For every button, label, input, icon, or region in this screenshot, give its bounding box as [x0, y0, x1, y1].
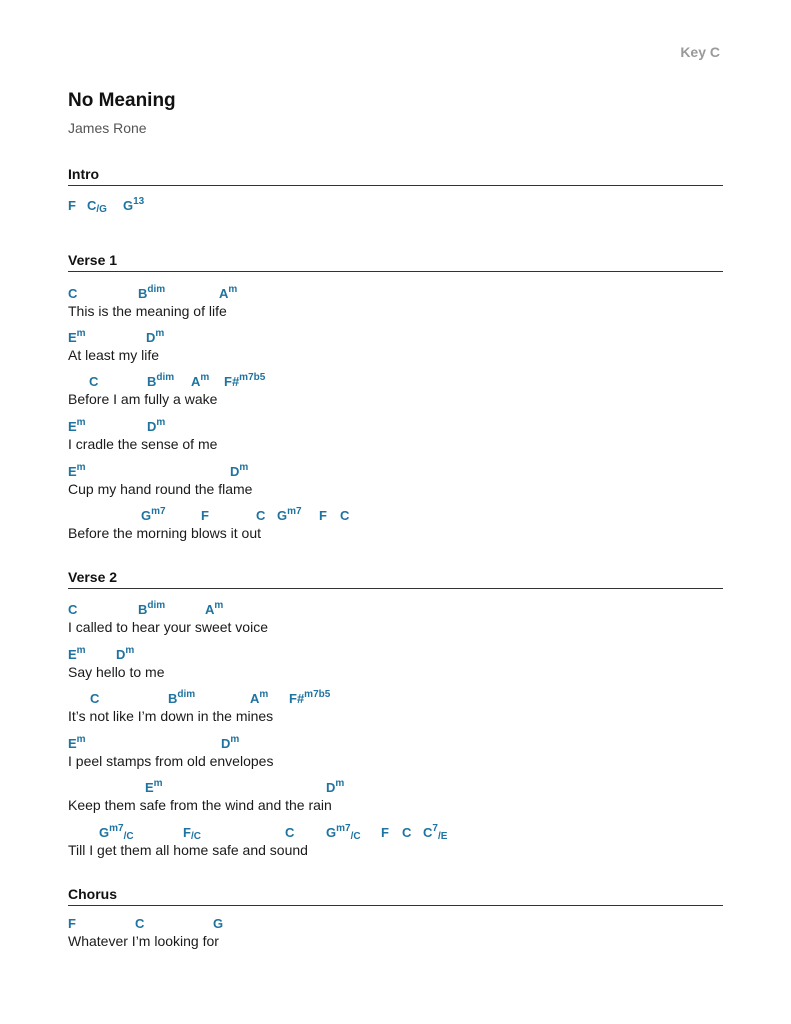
chord-row: [68, 691, 723, 709]
chord-row: [68, 780, 723, 798]
chord-row: [68, 330, 723, 348]
chord-root: E: [68, 464, 77, 479]
chord: [250, 691, 268, 706]
chord: [68, 419, 86, 434]
chord-root: B: [147, 374, 157, 389]
chord: [326, 825, 361, 840]
chord-root: E: [68, 419, 77, 434]
chord-root: G: [99, 825, 110, 840]
chord: [123, 198, 144, 213]
chord: [68, 647, 86, 662]
chord-extension: m7: [336, 823, 351, 834]
chord-root: G: [277, 508, 288, 523]
chord-extension: m: [76, 645, 86, 656]
chord-root: F#: [224, 374, 240, 389]
chord-row: [68, 198, 723, 216]
chord-root: B: [168, 691, 178, 706]
chord-extension: m: [76, 734, 86, 745]
chord: [277, 508, 302, 523]
chord-row: [68, 508, 723, 526]
chord-root: G: [213, 916, 224, 931]
chord-root: D: [230, 464, 240, 479]
chord: [224, 374, 265, 389]
chord: [146, 330, 164, 345]
chord-root: A: [191, 374, 201, 389]
song-line: [68, 286, 723, 326]
chord: [285, 825, 294, 840]
chord-root: G: [141, 508, 152, 523]
song-title: No Meaning: [68, 90, 176, 111]
chord-root: G: [123, 198, 134, 213]
chord-bass: /C: [123, 831, 134, 842]
chord-root: C: [340, 508, 350, 523]
chord: [145, 780, 163, 795]
artist-name: James Rone: [68, 120, 147, 136]
song-line: [68, 602, 723, 642]
chord-extension: m: [76, 462, 86, 473]
chord-extension: dim: [147, 284, 166, 295]
chord: [68, 198, 76, 213]
chord-root: C: [89, 374, 99, 389]
chord-row: [68, 374, 723, 392]
chord: [256, 508, 265, 523]
chord: [135, 916, 144, 931]
chord-root: B: [138, 286, 148, 301]
chord-extension: m: [335, 778, 345, 789]
chord: [68, 286, 77, 301]
chord-root: C: [256, 508, 266, 523]
chord: [68, 602, 77, 617]
chord-extension: m: [259, 689, 269, 700]
chord-extension: m: [153, 778, 163, 789]
song-line: [68, 419, 723, 459]
chord: [326, 780, 344, 795]
chord-root: C: [285, 825, 295, 840]
chord: [183, 825, 201, 840]
lyric-line: Till I get them all home safe and sound: [68, 842, 308, 858]
lyric-line: Cup my hand round the flame: [68, 481, 253, 497]
section-heading: Intro: [68, 166, 723, 186]
chord: [201, 508, 209, 523]
chord-root: B: [138, 602, 148, 617]
chord-extension: dim: [177, 689, 196, 700]
lyric-line: Keep them safe from the wind and the rain: [68, 797, 332, 813]
lyric-line: It’s not like I’m down in the mines: [68, 708, 274, 724]
chord: [147, 374, 174, 389]
chord: [319, 508, 327, 523]
chord-root: D: [116, 647, 126, 662]
chord: [89, 374, 98, 389]
chord-extension: m: [230, 734, 240, 745]
chord-root: C: [135, 916, 145, 931]
lyric-line: I called to hear your sweet voice: [68, 619, 268, 635]
chord: [289, 691, 330, 706]
chord-extension: m: [239, 462, 249, 473]
chord-extension: m: [228, 284, 238, 295]
chord: [230, 464, 248, 479]
lyric-line: Whatever I’m looking for: [68, 933, 219, 949]
chord: [68, 464, 86, 479]
chord: [141, 508, 166, 523]
chord-extension: m7: [287, 506, 302, 517]
chord-extension: m: [76, 328, 86, 339]
chord-extension: 13: [133, 196, 145, 207]
song-line: [68, 825, 723, 865]
chord-extension: m: [76, 417, 86, 428]
chord: [381, 825, 389, 840]
chord-bass: /C: [350, 831, 361, 842]
song-line: [68, 647, 723, 687]
chord: [340, 508, 349, 523]
chord: [402, 825, 411, 840]
chord-bass: /C: [190, 831, 201, 842]
section-heading: Verse 2: [68, 569, 723, 589]
chord-row: [68, 916, 723, 934]
chord-extension: 7: [432, 823, 438, 834]
chord-row: [68, 286, 723, 304]
chord: [138, 286, 165, 301]
song-line: [68, 736, 723, 776]
chord: [99, 825, 134, 840]
chord-row: [68, 647, 723, 665]
chord: [221, 736, 239, 751]
chord-root: F#: [289, 691, 305, 706]
chord: [205, 602, 223, 617]
chord-root: A: [250, 691, 260, 706]
chord-extension: m7b5: [239, 372, 266, 383]
chord: [147, 419, 165, 434]
chord-root: D: [146, 330, 156, 345]
chord-root: F: [201, 508, 209, 523]
lyric-line: Before the morning blows it out: [68, 525, 261, 541]
chord: [68, 736, 86, 751]
chord-extension: m: [200, 372, 210, 383]
chord-root: E: [68, 330, 77, 345]
chord: [90, 691, 99, 706]
chord-root: F: [381, 825, 389, 840]
lyric-line: I peel stamps from old envelopes: [68, 753, 274, 769]
chord-root: D: [147, 419, 157, 434]
chord-root: C: [402, 825, 412, 840]
chord-row: [68, 464, 723, 482]
song-line: [68, 691, 723, 731]
song-line: [68, 916, 723, 956]
chord-root: D: [221, 736, 231, 751]
chord-row: [68, 419, 723, 437]
chord-extension: dim: [147, 600, 166, 611]
chord-root: A: [205, 602, 215, 617]
chord-extension: m: [214, 600, 224, 611]
chord: [191, 374, 209, 389]
chord: [87, 198, 107, 213]
chord-root: C: [423, 825, 433, 840]
chord-root: F: [68, 198, 76, 213]
chord-root: G: [326, 825, 337, 840]
song-line: [68, 198, 723, 238]
chord: [138, 602, 165, 617]
key-label: Key C: [680, 44, 720, 60]
lyric-line: At least my life: [68, 347, 160, 363]
chord-root: C: [68, 602, 78, 617]
chord-row: [68, 602, 723, 620]
chord: [219, 286, 237, 301]
chord-root: E: [68, 736, 77, 751]
chord-extension: m7b5: [304, 689, 331, 700]
chord-extension: m7: [151, 506, 166, 517]
song-line: [68, 464, 723, 504]
chord-extension: m7: [109, 823, 124, 834]
lyric-line: This is the meaning of life: [68, 303, 227, 319]
chord-root: F: [68, 916, 76, 931]
chord: [168, 691, 195, 706]
chord: [68, 330, 86, 345]
chord: [213, 916, 223, 931]
song-line: [68, 374, 723, 414]
chord-row: [68, 825, 723, 843]
chord-root: E: [68, 647, 77, 662]
song-line: [68, 330, 723, 370]
chord: [68, 916, 76, 931]
chord-root: F: [319, 508, 327, 523]
chord-root: C: [90, 691, 100, 706]
chord: [423, 825, 447, 840]
section-heading: Verse 1: [68, 252, 723, 272]
lyric-line: Before I am fully a wake: [68, 391, 218, 407]
chord-extension: m: [125, 645, 135, 656]
chord-extension: dim: [156, 372, 175, 383]
chord-extension: m: [155, 328, 165, 339]
chord-extension: m: [156, 417, 166, 428]
chord-root: D: [326, 780, 336, 795]
section-heading: Chorus: [68, 886, 723, 906]
chord-root: C: [68, 286, 78, 301]
chord-root: E: [145, 780, 154, 795]
lyric-line: Say hello to me: [68, 664, 165, 680]
chord-root: F: [183, 825, 191, 840]
chord-bass: /G: [96, 204, 107, 215]
chord-root: C: [87, 198, 97, 213]
chord-root: A: [219, 286, 229, 301]
song-line: [68, 508, 723, 548]
chord-bass: /E: [437, 831, 448, 842]
lyric-line: I cradle the sense of me: [68, 436, 218, 452]
chord-row: [68, 736, 723, 754]
chord: [116, 647, 134, 662]
song-line: [68, 780, 723, 820]
